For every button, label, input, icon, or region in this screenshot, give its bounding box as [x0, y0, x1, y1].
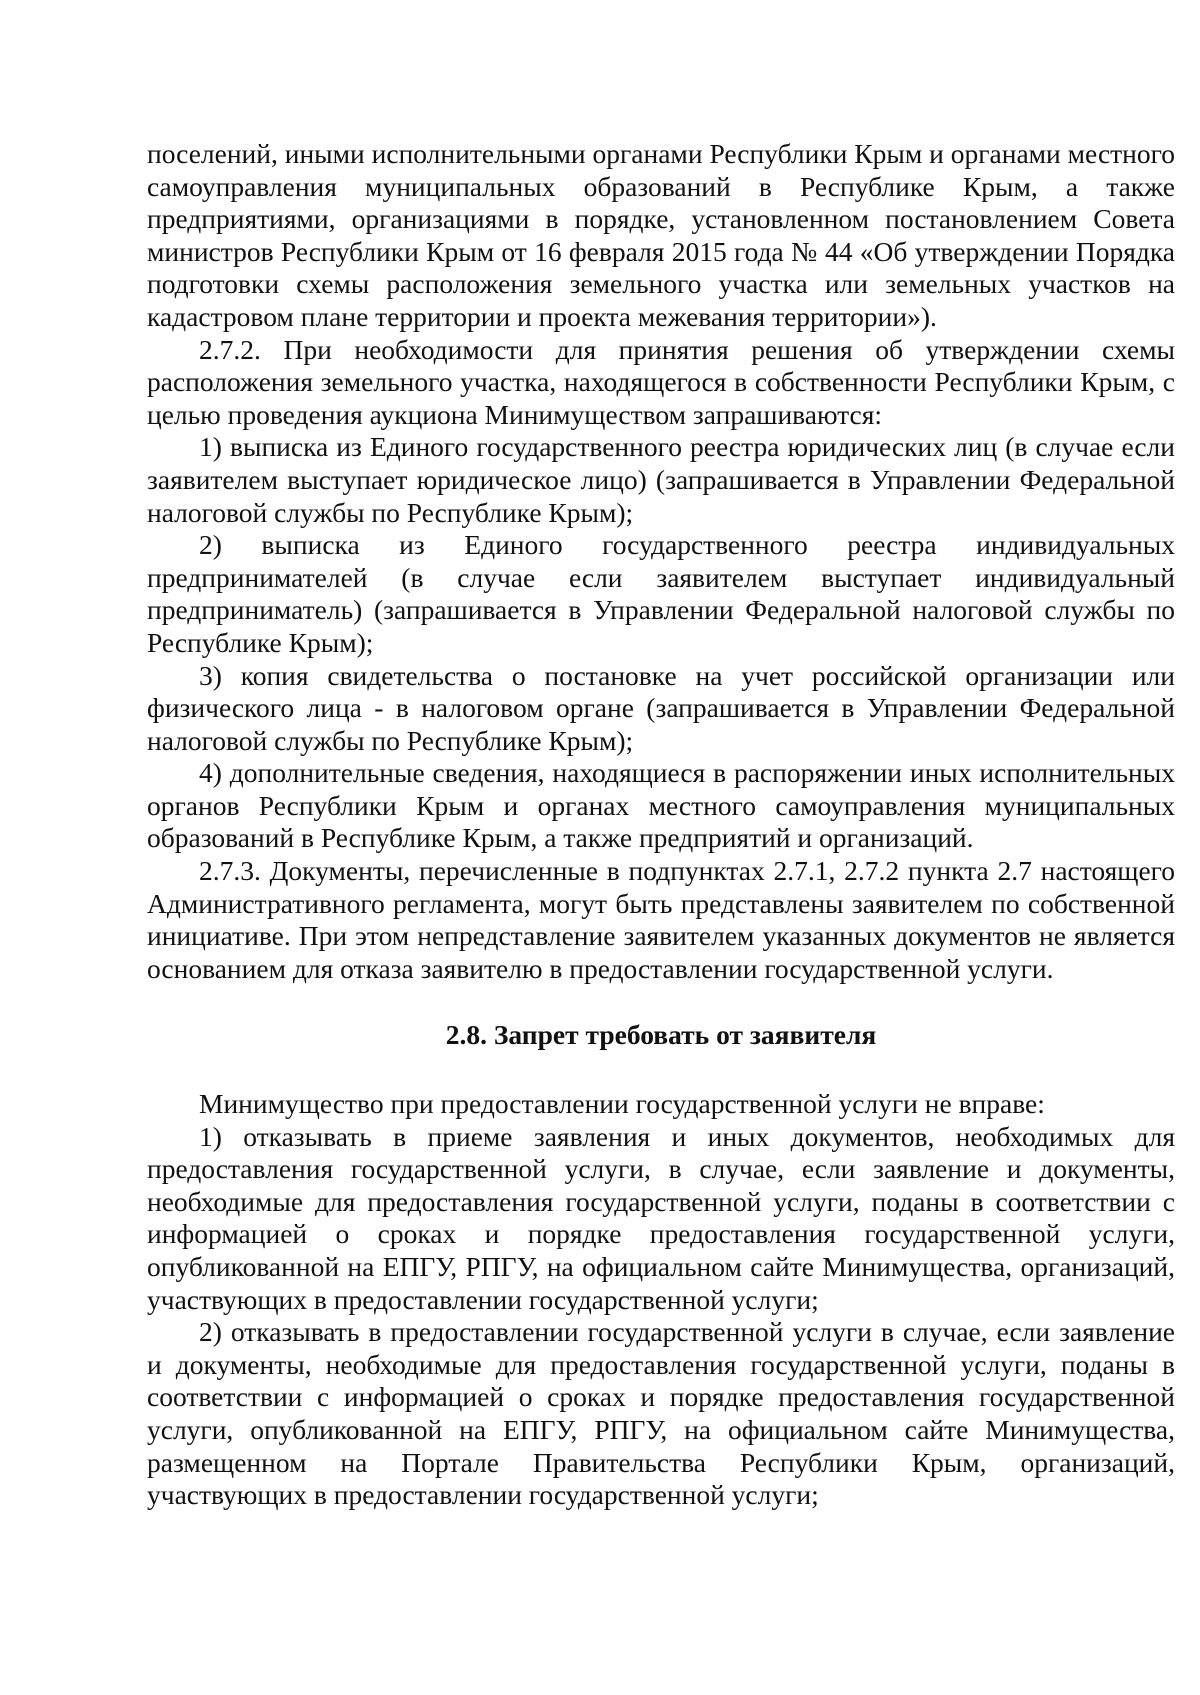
- list-item-2-8-2: 2) отказывать в предоставлении государственной услуги в случае, если заявление и документы, необходимые для предоставления государственной услуги, поданы в соответствии с информацией о сроках и порядке предоставления государственной услуги, опубликованной на ЕПГУ, РПГУ, на официальном сайте Минимущества, размещенном на Портале Правительства Республики Крым, организаций, участвующих в предоставлении государственной услуги;: [147, 1316, 1175, 1511]
- list-item-2-8-1: 1) отказывать в приеме заявления и иных документов, необходимых для предоставления государственной услуги, в случае, если заявление и документы, необходимые для предоставления государственной услуги, поданы в соответствии с информацией о сроках и порядке предоставления государственной услуги, опубликованной на ЕПГУ, РПГУ, на официальном сайте Минимущества, организаций, участвующих в предоставлении государственной услуги;: [147, 1120, 1175, 1315]
- paragraph-2-8-intro: Минимущество при предоставлении государственной услуги не вправе:: [199, 1088, 1045, 1120]
- paragraph-continuation: поселений, иными исполнительными органами Республики Крым и органами местного самоуправления муниципальных образований в Республике Крым, а также предприятиями, организациями в порядке, установленном постановлением Совета министров Республики Крым от 16 февраля 2015 года № 44 «Об утверждении Порядка подготовки схемы расположения земельного участка или земельных участков на кадастровом плане территории и проекта межевания территории»).: [147, 138, 1175, 332]
- list-item-1-egrul: 1) выписка из Единого государственного реестра юридических лиц (в случае если заявителем выступает юридическое лицо) (запрашивается в Управлении Федеральной налоговой службы по Республике Крым);: [147, 431, 1175, 528]
- list-item-2-egrip: 2) выписка из Единого государственного реестра индивидуальных предпринимателей (в случае если заявителем выступает индивидуальный предприниматель) (запрашивается в Управлении Федеральной налоговой службы по Республике Крым);: [147, 529, 1175, 658]
- list-item-4-additional-info: 4) дополнительные сведения, находящиеся в распоряжении иных исполнительных органов Республики Крым и органах местного самоуправления муниципальных образований в Республике Крым, а также предприятий и организаций.: [147, 757, 1175, 854]
- section-heading-2-8: 2.8. Запрет требовать от заявителя: [445, 1019, 877, 1051]
- paragraph-2-7-2: 2.7.2. При необходимости для принятия решения об утверждении схемы расположения земельного участка, находящегося в собственности Республики Крым, с целью проведения аукциона Минимуществом запрашиваются:: [147, 333, 1175, 430]
- document-body: [147, 138, 1175, 1512]
- list-item-3-tax-certificate: 3) копия свидетельства о постановке на учет российской организации или физического лица - в налоговом органе (запрашивается в Управлении Федеральной налоговой службы по Республике Крым);: [147, 659, 1175, 756]
- paragraph-2-7-3: 2.7.3. Документы, перечисленные в подпунктах 2.7.1, 2.7.2 пункта 2.7 настоящего Административного регламента, могут быть представлены заявителем по собственной инициативе. При этом непредставление заявителем указанных документов не является основанием для отказа заявителю в предоставлении государственной услуги.: [147, 855, 1175, 984]
